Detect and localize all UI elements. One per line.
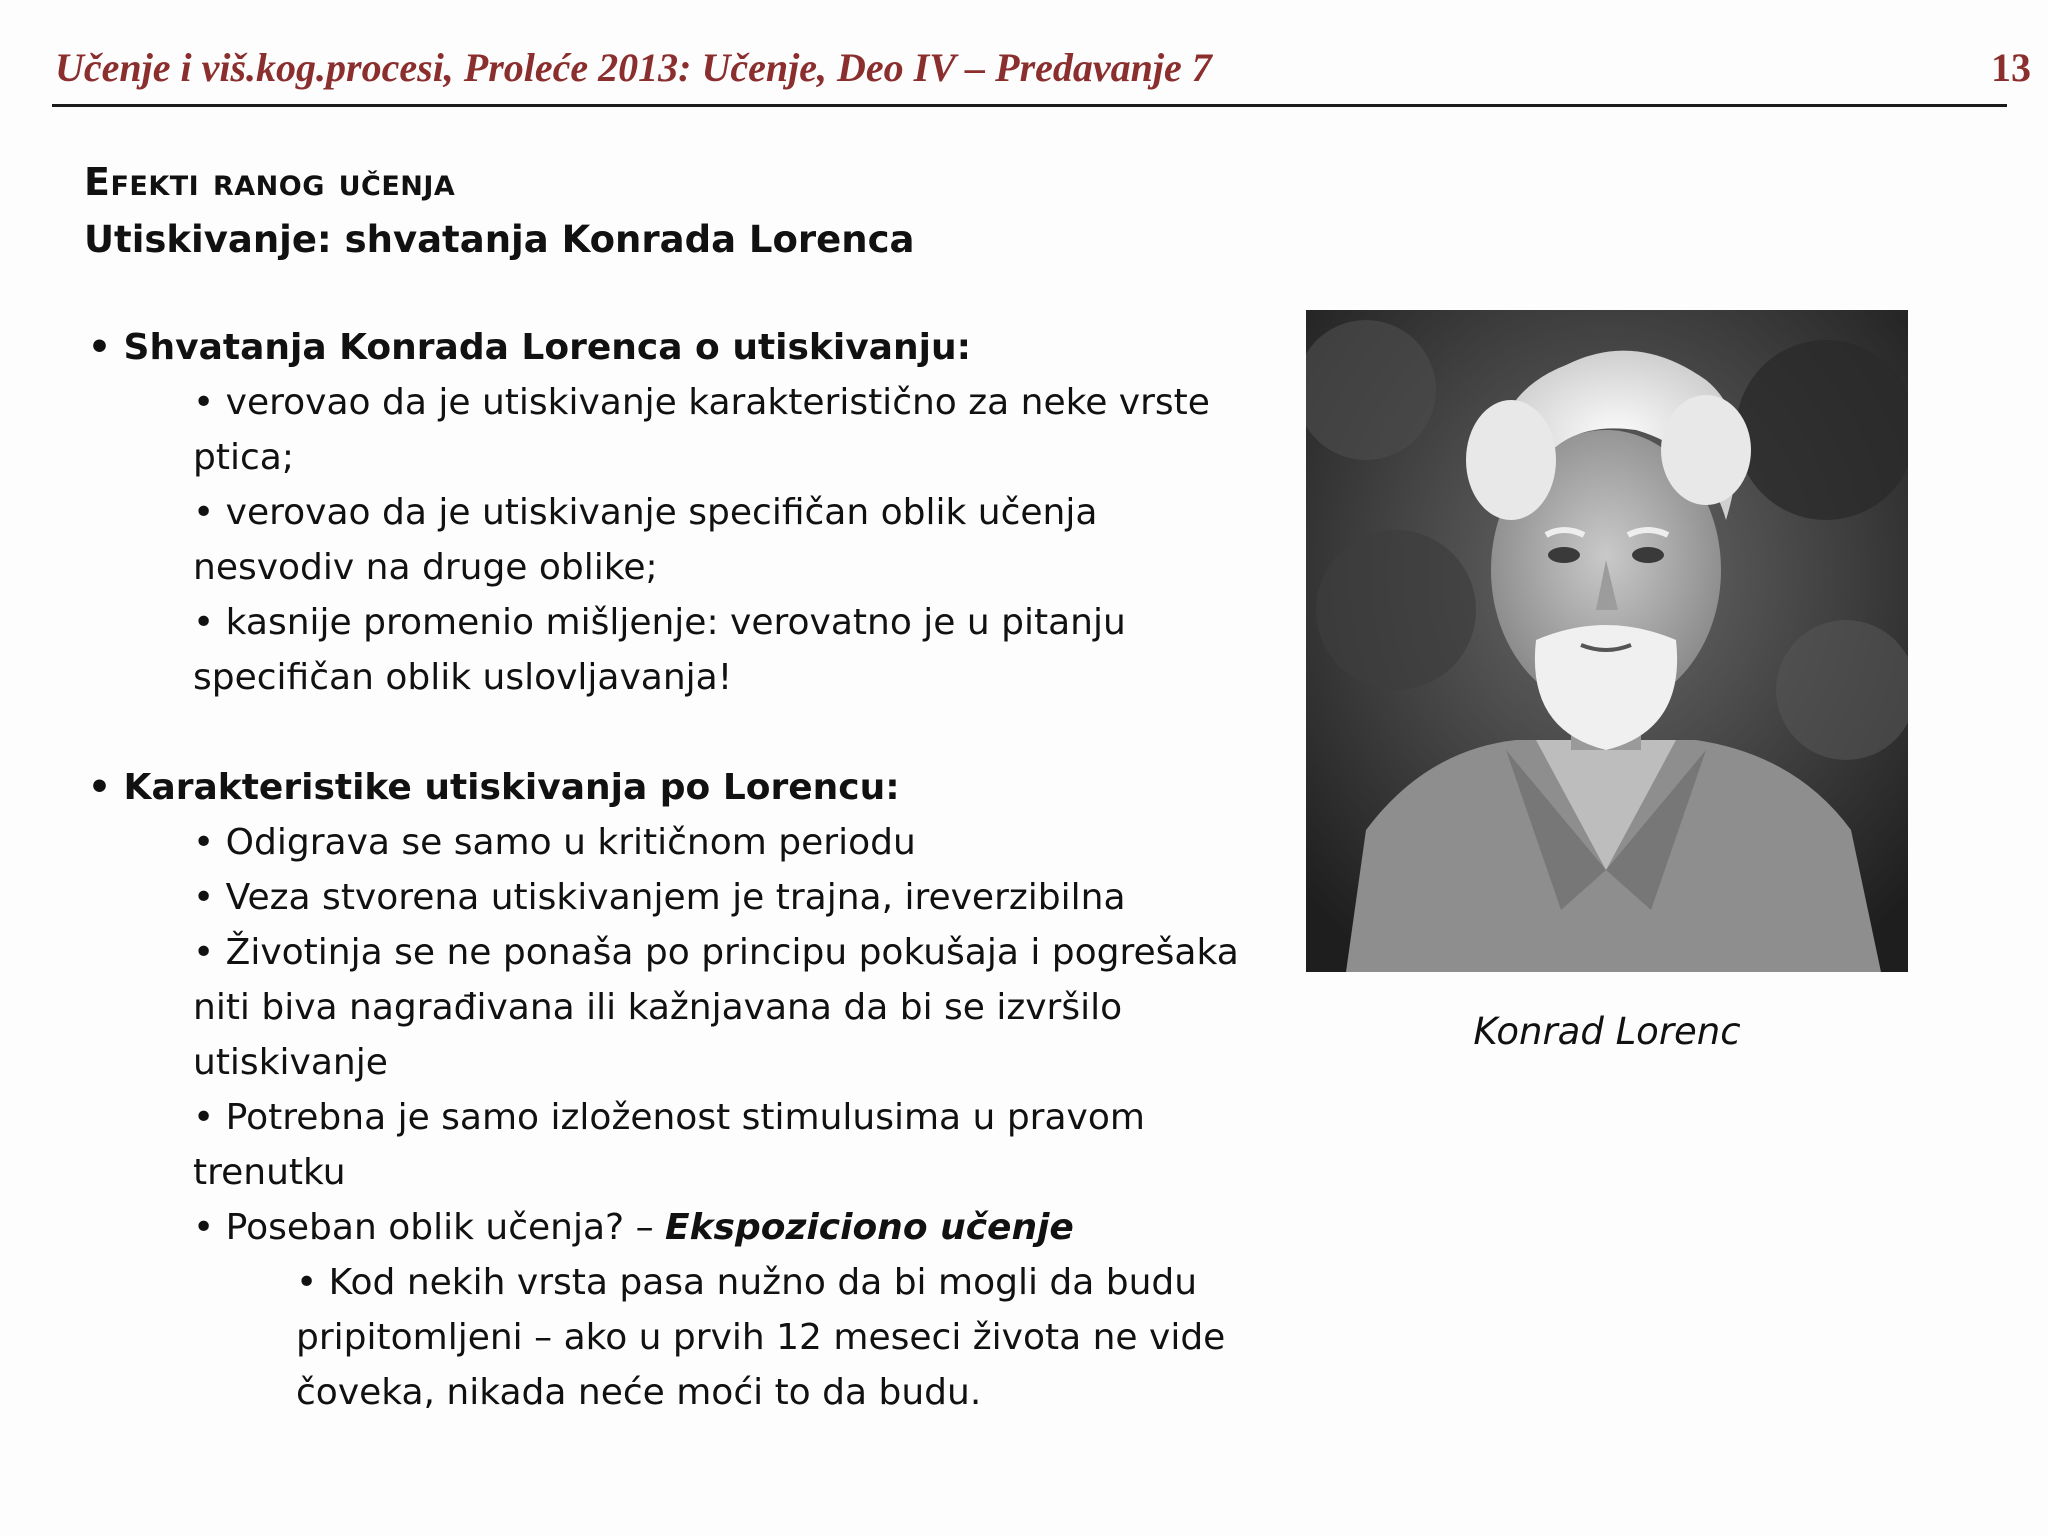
slide-content (88, 320, 1248, 1420)
spacer (88, 705, 1248, 760)
list-item: • Životinja se ne ponaša po principu pokušaja i pogrešaka niti biva nagrađivana ili kažnjavana da bi se izvršilo utiskivanje (193, 932, 1239, 1083)
list-item: • kasnije promenio mišljenje: verovatno je u pitanju specifičan oblik uslovljavanja! (193, 602, 1126, 698)
bullet-heading-views: • Shvatanja Konrada Lorenca o utiskivanju: (88, 327, 971, 368)
header-title: Učenje i viš.kog.procesi, Proleće 2013: Učenje, Deo IV – Predavanje 7 (55, 45, 1212, 90)
header-divider (52, 104, 2007, 107)
sub-list-item: • Kod nekih vrsta pasa nužno da bi mogli da budu pripitomljeni – ako u prvih 12 meseci života ne vide čoveka, nikada neće moći to da budu. (296, 1262, 1226, 1413)
section-title: Efekti ranog učenja (84, 160, 456, 204)
photo-caption: Konrad Lorenc (1473, 1010, 1741, 1053)
portrait-photo (1306, 310, 1908, 972)
bullet-heading-characteristics: • Karakteristike utiskivanja po Lorencu: (88, 767, 900, 808)
list-item: • verovao da je utiskivanje karakteristično za neke vrste ptica; (193, 382, 1210, 478)
portrait-illustration (1306, 310, 1908, 972)
list-item: • verovao da je utiskivanje specifičan oblik učenja nesvodiv na druge oblike; (193, 492, 1098, 588)
slide-header (55, 44, 2045, 104)
list-item-prefix: • Poseban oblik učenja? – (193, 1207, 666, 1248)
list-item-special-form (88, 1200, 1248, 1255)
slide-subtitle: Utiskivanje: shvatanja Konrada Lorenca (84, 218, 915, 261)
list-item: • Veza stvorena utiskivanjem je trajna, ireverzibilna (193, 877, 1126, 918)
list-item: • Potrebna je samo izloženost stimulusima u pravom trenutku (193, 1097, 1145, 1193)
list-item: • Odigrava se samo u kritičnom periodu (193, 822, 916, 863)
emphasis-term: Ekspoziciono učenje (665, 1207, 1074, 1248)
page-number: 13 (1991, 45, 2031, 90)
